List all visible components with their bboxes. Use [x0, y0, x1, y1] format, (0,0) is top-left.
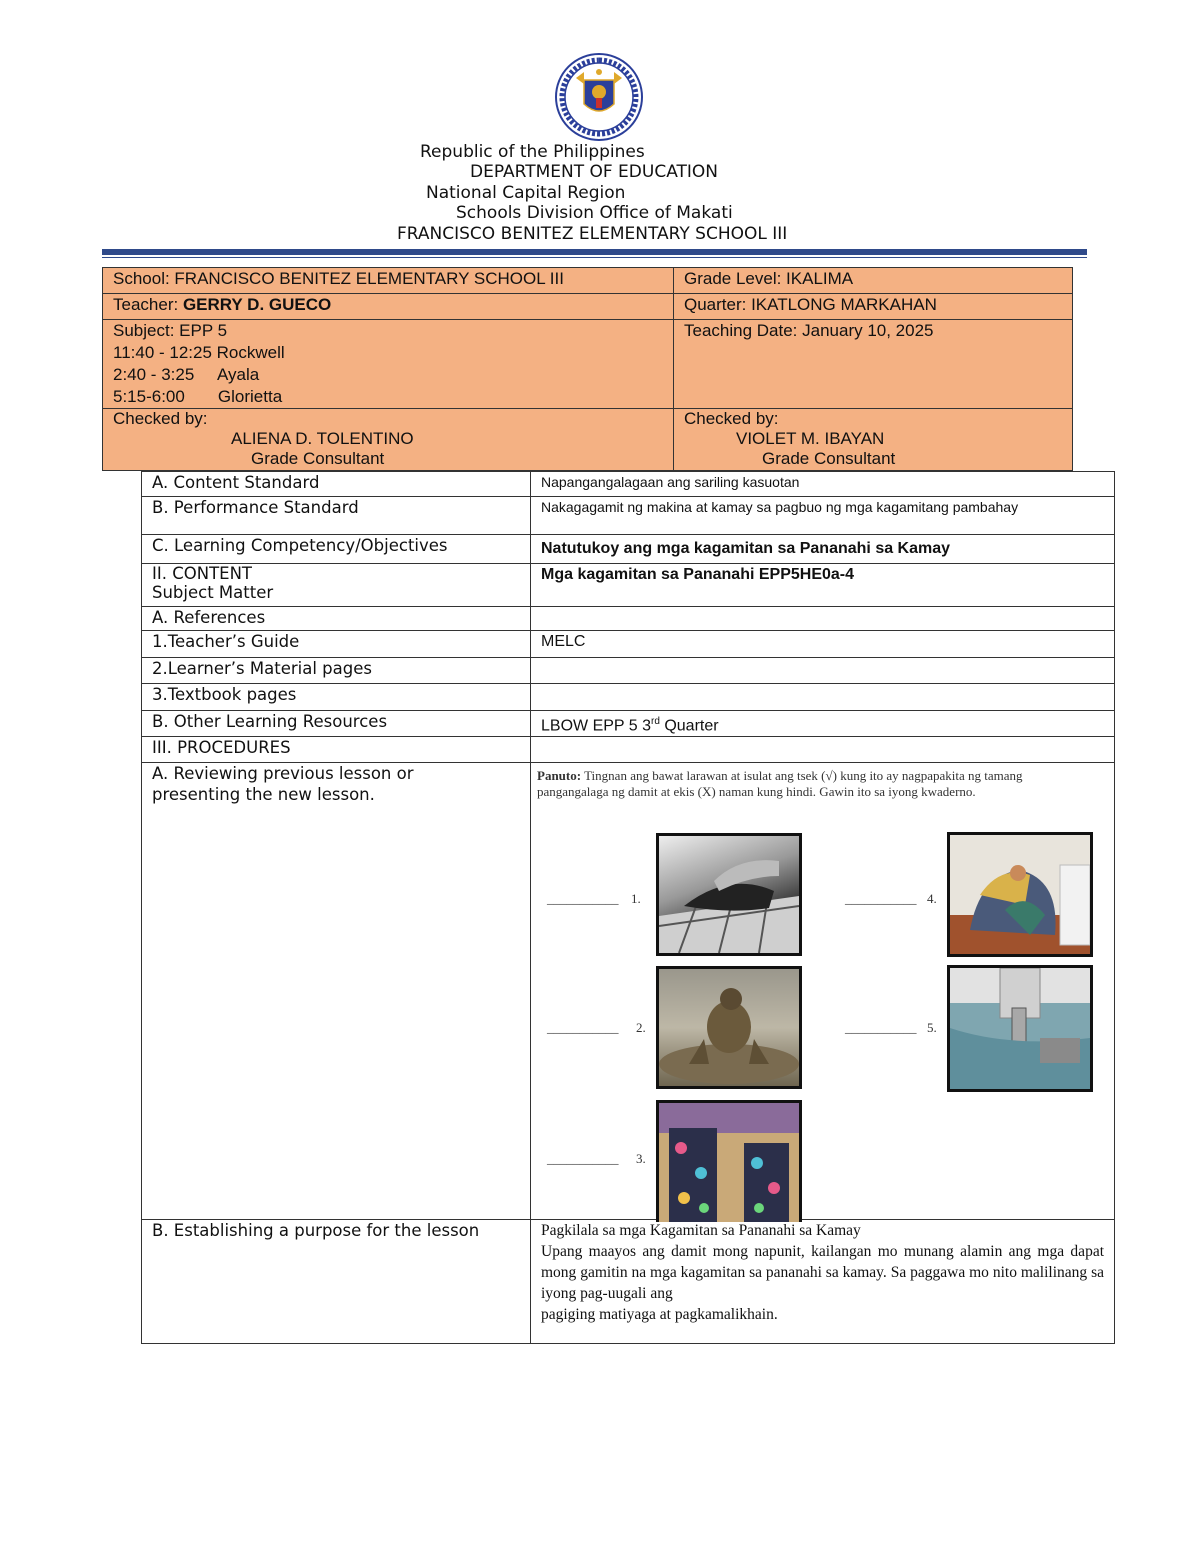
lesson-plan-table [141, 471, 1115, 1344]
answer-blank-4: ___________ [845, 891, 917, 907]
item-number-4: 4. [927, 891, 937, 907]
item-number-2: 2. [636, 1020, 646, 1036]
header-division: Schools Division Office of Makati [456, 203, 733, 223]
quarter-cell: Quarter: IKATLONG MARKAHAN [674, 294, 1073, 320]
subject-matter-label: Subject Matter [152, 583, 274, 602]
header-republic: Republic of the Philippines [420, 142, 645, 162]
checked-by-right-title: Grade Consultant [762, 449, 896, 468]
messy-clothes-photo [947, 832, 1093, 957]
teacher-name: GERRY D. GUECO [182, 295, 332, 314]
answer-blank-3: ___________ [547, 1151, 619, 1167]
teaching-date-cell: Teaching Date: January 10, 2025 [674, 320, 1073, 409]
ironing-photo [656, 833, 802, 956]
content-standard-label: A. Content Standard [142, 472, 531, 497]
procedures-label: III. PROCEDURES [142, 737, 531, 763]
schedule-ayala: 2:40 - 3:25 Ayala [113, 365, 260, 384]
instruction-text: Tingnan ang bawat larawan at isulat ang tsek (√) kung ito ay nagpapakita ng tamang pangangalaga ng damit at ekis (X) naman kung hindi. Gawin ito sa iyong kwaderno. [537, 768, 1023, 800]
other-resources-suffix: Quarter [659, 717, 719, 735]
purpose-title: Pagkilala sa mga Kagamitan sa Pananahi sa Kamay [541, 1222, 861, 1240]
patterned-fabric-photo [656, 1100, 802, 1222]
teacher-label: Teacher: [113, 295, 183, 314]
other-resources-value [531, 711, 1115, 737]
school-cell: School: FRANCISCO BENITEZ ELEMENTARY SCHOOL III [103, 268, 674, 294]
reviewing-cell [142, 763, 531, 1220]
instruction-lead: Panuto: [537, 768, 582, 784]
lesson-info-table [102, 267, 1073, 471]
competency-value: Natutukoy ang mga kagamitan sa Pananahi sa Kamay [531, 535, 1115, 564]
purpose-cell [531, 1220, 1115, 1344]
activity-instruction [537, 768, 1092, 800]
activity-cell [531, 763, 1115, 1220]
textbook-value [531, 684, 1115, 711]
content-value: Mga kagamitan sa Pananahi EPP5HE0a-4 [531, 564, 1115, 607]
other-resources-sup: rd [650, 716, 660, 727]
performance-standard-label: B. Performance Standard [142, 497, 531, 535]
teacher-cell [103, 294, 674, 320]
grade-level-cell: Grade Level: IKALIMA [674, 268, 1073, 294]
competency-label: C. Learning Competency/Objectives [142, 535, 531, 564]
purpose-closing: pagiging matiyaga at pagkamalikhain. [541, 1306, 778, 1324]
procedures-value [531, 737, 1115, 763]
textbook-label: 3.Textbook pages [142, 684, 531, 711]
teachers-guide-value: MELC [531, 631, 1115, 658]
subject-label: Subject: EPP 5 [113, 321, 228, 340]
answer-blank-2: ___________ [547, 1020, 619, 1036]
deped-seal-logo [554, 52, 644, 142]
checked-by-left-name: ALIENA D. TOLENTINO [231, 429, 414, 448]
item-number-3: 3. [636, 1151, 646, 1167]
content-cell [142, 564, 531, 607]
answer-blank-5: ___________ [845, 1020, 917, 1036]
checked-by-right-cell [674, 409, 1073, 471]
checked-by-left-title: Grade Consultant [251, 449, 385, 468]
content-standard-value: Napangangalagaan ang sariling kasuotan [531, 472, 1115, 497]
checked-by-left-cell [103, 409, 674, 471]
reviewing-label-2: presenting the new lesson. [152, 785, 375, 805]
checked-by-right-label: Checked by: [684, 409, 779, 428]
checked-by-right-name: VIOLET M. IBAYAN [736, 429, 885, 448]
muddy-soldier-photo [656, 966, 802, 1089]
answer-blank-1: ___________ [547, 891, 619, 907]
references-value [531, 607, 1115, 631]
header-school: FRANCISCO BENITEZ ELEMENTARY SCHOOL III [397, 224, 788, 244]
references-label: A. References [142, 607, 531, 631]
purpose-paragraph: Upang maayos ang damit mong napunit, kailangan mo munang alamin ang mga dapat mong gamitin na mga kagamitan sa pananahi sa kamay. Sa paggawa mo nito malilinang sa iyong pag-uugali ang [541, 1243, 1104, 1303]
item-number-5: 5. [927, 1020, 937, 1036]
learners-material-value [531, 658, 1115, 684]
other-resources-label: B. Other Learning Resources [142, 711, 531, 737]
learners-material-label: 2.Learner’s Material pages [142, 658, 531, 684]
establishing-label: B. Establishing a purpose for the lesson [142, 1220, 531, 1344]
teachers-guide-label: 1.Teacher’s Guide [142, 631, 531, 658]
header-rule-thin [102, 257, 1087, 258]
content-label: II. CONTENT [152, 564, 252, 583]
schedule-rockwell: 11:40 - 12:25 Rockwell [113, 343, 285, 362]
subject-cell [103, 320, 674, 409]
header-region: National Capital Region [426, 183, 626, 203]
item-number-1: 1. [631, 891, 641, 907]
sewing-machine-photo [947, 965, 1093, 1092]
schedule-glorietta: 5:15-6:00 Glorietta [113, 387, 283, 406]
performance-standard-value: Nakagagamit ng makina at kamay sa pagbuo ng mga kagamitang pambahay [531, 497, 1115, 535]
activity-worksheet [531, 763, 1114, 1219]
other-resources-text: LBOW EPP 5 3 [541, 717, 651, 735]
header-department: DEPARTMENT OF EDUCATION [470, 162, 719, 182]
reviewing-label-1: A. Reviewing previous lesson or [152, 764, 414, 784]
checked-by-left-label: Checked by: [113, 409, 208, 428]
header-rule [102, 249, 1087, 255]
